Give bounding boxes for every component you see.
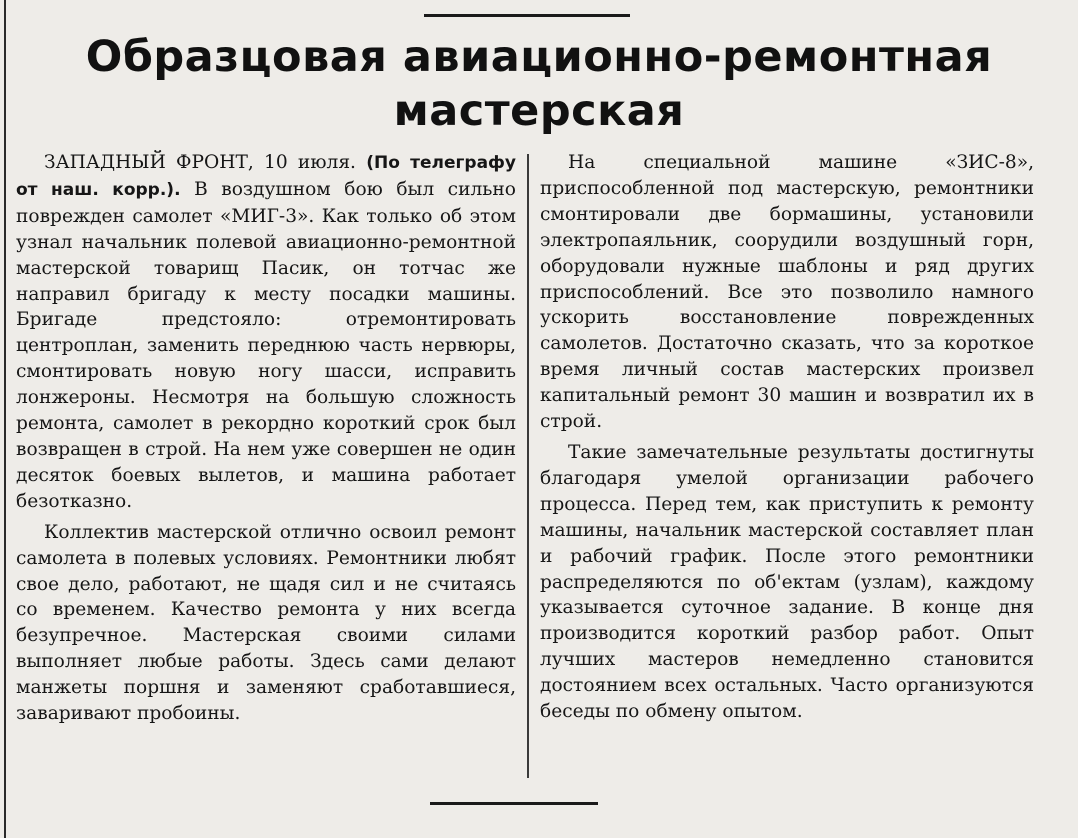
right-column [540, 150, 1034, 725]
headline-line-2: мастерская [393, 86, 685, 136]
paragraph: Такие замечательные результаты достигнуты благодаря умелой организации рабочего процесса. Перед тем, как приступить к ремонту машины, начальник мастерской составляет план и рабочий график. После этого ремонтники распределяются по об'ектам (узлам), каждому указывается суточное задание. В конце дня производится короткий разбор работ. Опыт лучших мастеров немедленно становится достоянием всех остальных. Часто организуются беседы по обмену опытом. [540, 441, 1034, 723]
article-headline [0, 30, 1078, 138]
dateline: ЗАПАДНЫЙ ФРОНТ, 10 июля. [44, 152, 356, 173]
paragraph [16, 150, 516, 515]
bottom-rule [430, 802, 598, 805]
column-divider [527, 154, 529, 778]
left-column [16, 150, 516, 727]
headline-line-1: Образцовая авиационно-ремонтная [85, 32, 993, 82]
paragraph-text: В воздушном бою был сильно поврежден самолет «МИГ-3». Как только об этом узнал начальник полевой авиационно-ремонтной мастерской товарищ Пасик, он тотчас же направил бригаду к месту посадки машины. Бригаде предстояло: отремонтировать центроплан, заменить переднюю часть нервюры, смонтировать новую ногу шасси, исправить лонжероны. Несмотря на большую сложность ремонта, самолет в рекордно короткий срок был возвращен в строй. На нем уже совершен не один десяток боевых вылетов, и машина работает безотказно. [16, 178, 516, 512]
source-attribution: (По телеграфу от наш. корр.). [16, 153, 516, 200]
paragraph: Коллектив мастерской отлично освоил ремонт самолета в полевых условиях. Ремонтники любят свое дело, работают, не щадя сил и не считаясь со временем. Качество ремонта у них всегда безупречное. Мастерская своими силами выполняет любые работы. Здесь сами делают манжеты поршня и заменяют сработавшиеся, заваривают пробоины. [16, 521, 516, 725]
paragraph: На специальной машине «ЗИС-8», приспособленной под мастерскую, ремонтники смонтировали две бормашины, установили электропаяльник, соорудили воздушный горн, оборудовали нужные шаблоны и ряд других приспособлений. Все это позволило намного ускорить восстановление поврежденных самолетов. Достаточно сказать, что за короткое время личный состав мастерских произвел капитальный ремонт 30 машин и возвратил их в строй. [540, 152, 1034, 433]
top-rule [424, 14, 630, 17]
